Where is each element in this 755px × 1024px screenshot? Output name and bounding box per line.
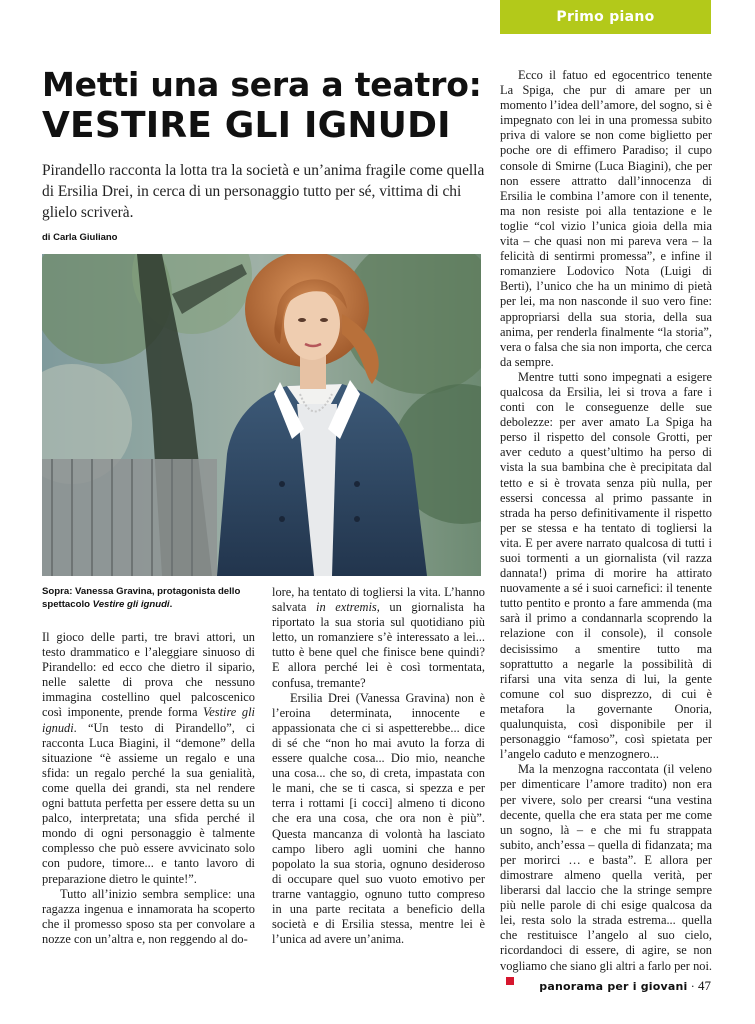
- paragraph-text: Ma la menzogna raccontata (il veleno per dimenticare l’amore tradito) non era per vivere, solo per crearsi “una vestina decente, quella che era stata per me come un sogno, là – e che mi fu strappata subito, anch’essa – quella di fidanzata; ma per morirci … e basta”. E allora per dimostrare almeno quella verità, per liberarsi dal laccio che la stringe sempre più nelle parole di chi esige qualcosa da lei, resta solo la strada estrema... quella che restituisce l’angelo al suo cielo, ricordandoci di essere, di agire, se non vogliamo che siano gli altri a farlo per noi.: [500, 762, 712, 973]
- page-footer: [539, 978, 711, 994]
- byline: di Carla Giuliano: [42, 232, 118, 243]
- actress-portrait-image: [42, 254, 481, 576]
- paragraph-text: lore, ha tentato di togliersi la vita. L’hanno salvata: [272, 585, 485, 615]
- paragraph: Tutto all’inizio sembra semplice: una ragazza ingenua e innamorata ha scoperto che il promesso sposo sta per convolare a nozze con un’altra e, non reggendo al do-: [42, 886, 255, 946]
- work-title: Vestire gli ignudi: [42, 705, 255, 735]
- paragraph: Mentre tutti sono impegnati a esigere qualcosa da Ersilia, lei si trova a fare i conti con le conseguenze delle sue debolezze: per aver amato La Spiga ha perso il rispetto del console Grotti, per aver ceduto a quest’ultimo ha perso di vista la sua bambina che è precipitata dal tetto e si è trovata senza più nulla, per essersi concessa al primo passante in strada ha perso definitivamente il rispetto per se stessa e ha tentato di togliersi la vita. E per avere narrato qualcosa di tutti i suoi tormenti a un giornalista (vil razza dannata!) prima di morire ha attirato nuovamente a sé i suoi carnefici: il tenente tutto pentito e pronto a fare ammenda (ma sarà il primo a condannarla scoprendo la relazione con il console), il console decisissimo a smentire tutto ma soprattutto a negarle la possibilità di rifarsi una vita senza di lui, la gente comune col suo disprezzo, di cui è metafora la governante Onoria, qualunquista, così disponibile per il personaggio “famoso”, così spietata per l’angelo caduto e menzognero...: [500, 369, 712, 762]
- article-column-1: [42, 630, 255, 947]
- article-title: [42, 67, 492, 146]
- title-line-1: Metti una sera a teatro:: [42, 65, 482, 104]
- paragraph: Ecco il fatuo ed egocentrico tenente La Spiga, che pur di amare per un momento l’idea dell’amore, del sogno, si è impegnato con lei in una promessa subito priva di valore se non come biglietto per poche ore di effimero Paradiso; il cupo console di Smirne (Luca Biagini), che per non essere attratto dall’innocenza di Ersilia le combina l’amore con il tenente, ma non resiste poi alla tentazione e le toglie “col vizio l’unica gioia della mia vita – che quasi non mi pareva vera – la felicità di sentirmi promessa”, e infine il romanziere Lodovico Nota (Luigi di Berti), l’unico che ha un minimo di pietà per lei, ma non nasconde il suo vero fine: appropriarsi della sua storia, della sua anima, per renderla finalmente “la storia”, vera o falsa che sia non importa, che cerca da sempre.: [500, 68, 712, 369]
- end-of-article-mark: [506, 977, 514, 985]
- article-subtitle: Pirandello racconta la lotta tra la società e un’anima fragile come quella di Ersilia Drei, in cerca di un personaggio tutto per sé, vittima di chi glielo scriverà.: [42, 162, 485, 221]
- caption-end: .: [169, 599, 173, 610]
- caption-work-title: Vestire gli ignudi: [92, 599, 170, 610]
- page-number: 47: [698, 978, 711, 993]
- title-line-2: VESTIRE GLI IGNUDI: [42, 104, 451, 146]
- paragraph-text: . “Un testo di Pirandello”, ci racconta Luca Biagini, il “demone” della situazione “è assieme un regalo e una sfida: un regalo perché la sua genialità, come quella dei grandi, sta nel rendere ogni battuta perfetta per essere detta su un palco, interpretata; una sfida perché il mondo di ogni personaggio è talmente complesso che può essere avvicinato solo con pudore, timore... e tanto lavoro di preparazione dietro le quinte!”.: [42, 720, 255, 886]
- article-column-3: [500, 68, 712, 989]
- latin-phrase: in extremis: [316, 600, 377, 615]
- paragraph-text: , un giornalista ha riportato la sua storia sul quotidiano più letto, un romanziere s’è interessato a lei... tutto è bene quel che finisce bene quindi? E allora perché lei è così tormentata, confusa, tremante?: [272, 600, 486, 690]
- section-tab: Primo piano: [500, 0, 711, 34]
- paragraph: Ersilia Drei (Vanessa Gravina) non è l’eroina determinata, innocente e appassionata che ci si aspetterebbe... dice di sé che “non ho mai avuto la forza di essere qualche cosa... Dio mio, neanche una cosa... che so, di creta, impastata con le mani, che se ti casca, si spezza e per terra i rottami [i cocci] almeno ti dicono che era una cosa, che ora non è più”. Questa mancanza di volontà ha lasciato campo libero agli uomini che hanno popolato la sua storia, ognuno desideroso di occupare quel suo vuoto emotivo per trarne vantaggio, ognuno tutto compreso in una parte recitata a beneficio della società e di Ersilia stessa, mentre lei è l’unica ad avere un’anima.: [272, 690, 485, 947]
- footer-separator: ·: [687, 980, 698, 993]
- caption-text: Sopra: Vanessa Gravina, protagonista dello spettacolo: [42, 586, 241, 610]
- paragraph-text: Il gioco delle parti, tre bravi attori, un testo drammatico e l’aleggiare sinuoso di Pirandello: ed ecco che dietro il sipario, nelle salette di prova che nessuno immagina costellino quel palcoscenico così imponente, prende forma: [42, 630, 255, 720]
- paragraph: [500, 762, 712, 988]
- magazine-name: panorama per i giovani: [539, 980, 688, 993]
- article-photo: [42, 254, 481, 576]
- article-column-2: [272, 585, 485, 947]
- paragraph: [272, 585, 485, 691]
- photo-caption: [42, 585, 257, 611]
- paragraph: [42, 630, 255, 887]
